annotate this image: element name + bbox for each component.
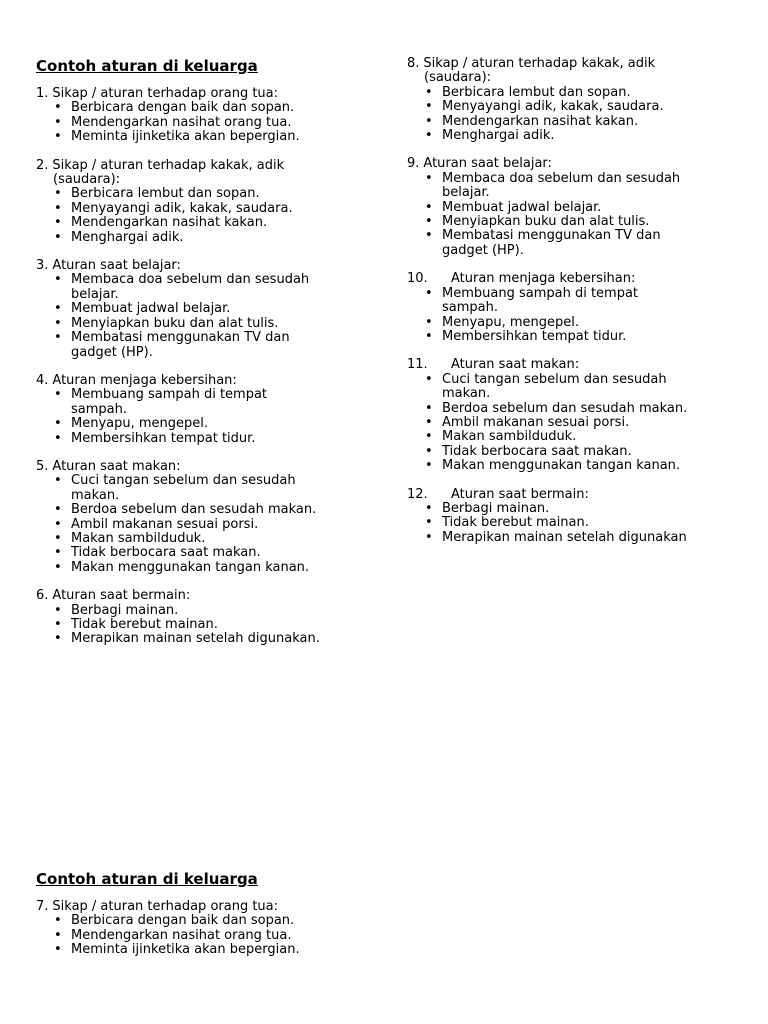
section-number: 3. <box>36 258 49 274</box>
bullet-item-line: gadget (HP). <box>442 242 524 258</box>
bullet-item <box>36 187 396 201</box>
section-number: 8. <box>407 56 420 71</box>
bullet-item-line: • Berbicara dengan baik dan sopan. <box>71 100 295 116</box>
document-title-repeat: Contoh aturan di keluarga <box>36 870 258 888</box>
section-heading-text: Aturan menjaga kebersihan: <box>52 372 237 388</box>
section-number: 6. <box>36 588 49 604</box>
rule-section <box>36 374 396 446</box>
bullet-item-line: • Ambil makanan sesuai porsi. <box>442 414 630 430</box>
bullet-item-line: • Menghargai adik. <box>71 229 184 245</box>
bullet-item <box>407 229 757 258</box>
bullet-list <box>36 273 396 359</box>
bullet-item <box>36 331 396 360</box>
section-number: 5. <box>36 458 49 474</box>
bullet-item <box>407 502 757 516</box>
bullet-list <box>36 474 396 575</box>
section-number: 7. <box>36 899 49 914</box>
bullet-item-line: • Menghargai adik. <box>442 128 555 144</box>
section-heading-text: Sikap / aturan terhadap kakak, adik <box>52 157 285 173</box>
bullet-item-line: • Makan menggunakan tangan kanan. <box>71 559 310 575</box>
bullet-item <box>407 172 757 201</box>
bullet-item-line: • Makan sambilduduk. <box>71 530 206 546</box>
bullet-item-line: • Tidak berbocara saat makan. <box>442 443 632 459</box>
section-heading <box>407 157 757 171</box>
bullet-list <box>36 187 396 245</box>
bullet-item <box>407 86 757 100</box>
bullet-item <box>36 604 396 618</box>
bullet-item-line: • Menyapu, mengepel. <box>71 416 209 432</box>
bullet-item <box>36 116 396 130</box>
section-heading-text: Aturan saat bermain: <box>451 486 589 502</box>
bullet-item-line: • Meminta ijinketika akan bepergian. <box>71 129 300 145</box>
rule-section <box>36 589 396 647</box>
section-heading <box>36 87 396 101</box>
left-sections <box>36 87 396 647</box>
bullet-item <box>407 402 757 416</box>
section-heading-text: Aturan saat belajar: <box>52 258 181 274</box>
bullet-item-line: • Mendengarkan nasihat orang tua. <box>71 114 292 130</box>
bullet-item-line: • Mendengarkan nasihat kakan. <box>71 215 268 231</box>
rule-section <box>36 900 396 958</box>
bullet-item-line: • Tidak berebut mainan. <box>442 515 589 531</box>
bullet-item-line: • Membaca doa sebelum dan sesudah <box>442 170 681 186</box>
bullet-item <box>36 503 396 517</box>
bullet-item <box>36 417 396 431</box>
bullet-item-line: sampah. <box>442 300 498 316</box>
bullet-item-line: • Mendengarkan nasihat kakan. <box>442 113 639 129</box>
bullet-item-line: • Menyayangi adik, kakak, saudara. <box>442 99 664 115</box>
bullet-item-line: • Berdoa sebelum dan sesudah makan. <box>442 400 688 416</box>
section-heading-text: Sikap / aturan terhadap kakak, adik <box>423 56 656 71</box>
bullet-item-line: • Tidak berebut mainan. <box>71 617 218 632</box>
section-heading-continuation: (saudara): <box>53 172 121 188</box>
right-column <box>407 57 757 559</box>
bullet-item <box>407 373 757 402</box>
section-heading <box>407 57 757 71</box>
bottom-block <box>36 870 396 972</box>
section-heading-text: Sikap / aturan terhadap orang tua: <box>52 86 279 101</box>
bullet-item <box>36 216 396 230</box>
bullet-item <box>407 316 757 330</box>
bullet-item-line: • Membuang sampah di tempat <box>71 387 268 403</box>
section-heading <box>36 460 396 474</box>
rule-section <box>36 159 396 245</box>
bullet-item <box>407 516 757 530</box>
bullet-item-line: sampah. <box>71 401 127 417</box>
bullet-item-line: gadget (HP). <box>71 344 153 360</box>
bullet-item-line: belajar. <box>71 286 119 302</box>
rule-section <box>407 57 757 143</box>
bullet-item <box>407 531 757 545</box>
bullet-item-line: • Berbagi mainan. <box>442 500 550 516</box>
rule-section <box>36 87 396 145</box>
bullet-item-line: • Mendengarkan nasihat orang tua. <box>71 927 292 943</box>
rule-section <box>407 272 757 344</box>
bullet-list <box>36 914 396 957</box>
bullet-item-line: • Membuang sampah di tempat <box>442 285 639 301</box>
bullet-item <box>36 618 396 632</box>
bullet-item <box>407 201 757 215</box>
section-heading <box>36 259 396 273</box>
bullet-item <box>407 459 757 473</box>
bullet-item-line: makan. <box>442 386 491 402</box>
bullet-item <box>36 388 396 417</box>
bullet-item <box>36 302 396 316</box>
bullet-item-line: belajar. <box>442 185 490 201</box>
bullet-item-line: makan. <box>71 487 120 503</box>
bullet-item-line: • Menyiapkan buku dan alat tulis. <box>442 214 650 230</box>
left-column <box>36 57 396 661</box>
bullet-item <box>36 943 396 957</box>
bullet-item-line: • Membatasi menggunakan TV dan <box>71 330 290 346</box>
bullet-list <box>407 287 757 345</box>
bullet-item-line: • Membatasi menggunakan TV dan <box>442 228 661 244</box>
bullet-item-line: • Berdoa sebelum dan sesudah makan. <box>71 502 317 518</box>
bullet-item <box>36 532 396 546</box>
bullet-item <box>407 416 757 430</box>
bullet-item <box>36 101 396 115</box>
bullet-item-line: • Menyayangi adik, kakak, saudara. <box>71 200 293 216</box>
bullet-item <box>36 518 396 532</box>
bullet-item <box>36 231 396 245</box>
section-number: 2. <box>36 157 49 173</box>
rule-section <box>407 157 757 258</box>
section-heading <box>407 272 757 286</box>
bullet-item <box>36 432 396 446</box>
bullet-item-line: • Merapikan mainan setelah digunakan. <box>71 631 320 647</box>
bullet-item <box>36 561 396 575</box>
bullet-item <box>407 445 757 459</box>
rule-section <box>407 488 757 546</box>
bullet-item <box>407 330 757 344</box>
bullet-item-line: • Cuci tangan sebelum dan sesudah <box>442 371 667 387</box>
bullet-list <box>407 172 757 258</box>
bullet-item <box>36 929 396 943</box>
bullet-item-line: • Berbicara lembut dan sopan. <box>71 186 260 202</box>
rule-section <box>407 358 757 473</box>
bullet-item <box>407 129 757 143</box>
section-heading-text: Aturan saat bermain: <box>52 588 191 604</box>
bullet-list <box>407 86 757 144</box>
bullet-item <box>407 115 757 129</box>
section-number: 10. <box>407 271 428 287</box>
bullet-list <box>36 604 396 647</box>
bullet-item <box>36 130 396 144</box>
bullet-item <box>36 474 396 503</box>
bullet-item-line: • Membaca doa sebelum dan sesudah <box>71 272 310 288</box>
rule-section <box>36 259 396 360</box>
section-heading-text: Aturan saat makan: <box>52 458 181 474</box>
bullet-list <box>36 101 396 144</box>
bullet-item <box>36 273 396 302</box>
bullet-item-line: • Berbicara lembut dan sopan. <box>442 84 631 100</box>
bullet-item-line: • Berbagi mainan. <box>71 602 179 618</box>
rule-section <box>36 460 396 575</box>
bullet-item-line: • Makan sambilduduk. <box>442 429 577 445</box>
bullet-item <box>407 287 757 316</box>
document-title: Contoh aturan di keluarga <box>36 57 258 75</box>
section-number: 1. <box>36 86 49 101</box>
bullet-item-line: • Meminta ijinketika akan bepergian. <box>71 942 300 958</box>
section-heading-text: Aturan saat makan: <box>451 357 580 373</box>
section-heading <box>36 589 396 603</box>
bullet-item-line: • Membuat jadwal belajar. <box>71 301 231 317</box>
section-heading <box>407 358 757 372</box>
section-heading-text: Sikap / aturan terhadap orang tua: <box>52 899 279 914</box>
bullet-item <box>407 100 757 114</box>
bullet-item-line: • Menyapu, mengepel. <box>442 314 580 330</box>
section-heading <box>36 374 396 388</box>
section-heading-continuation: (saudara): <box>424 70 492 86</box>
bullet-item-line: • Makan menggunakan tangan kanan. <box>442 458 681 474</box>
bullet-item-line: • Membersihkan tempat tidur. <box>442 328 627 344</box>
section-number: 9. <box>407 156 420 172</box>
bullet-item-line: • Cuci tangan sebelum dan sesudah <box>71 473 296 489</box>
bullet-list <box>407 373 757 474</box>
bullet-item-line: • Ambil makanan sesuai porsi. <box>71 516 259 532</box>
section-number: 4. <box>36 372 49 388</box>
bullet-item-line: • Membuat jadwal belajar. <box>442 199 602 215</box>
bullet-item-line: • Tidak berbocara saat makan. <box>71 545 261 561</box>
section-heading-text: Aturan saat belajar: <box>423 156 552 172</box>
bullet-item-line: • Berbicara dengan baik dan sopan. <box>71 913 295 929</box>
section-heading <box>407 488 757 502</box>
bullet-item <box>36 632 396 646</box>
bullet-item-line: • Merapikan mainan setelah digunakan <box>442 529 687 545</box>
section-number: 12. <box>407 486 428 502</box>
bullet-list <box>407 502 757 545</box>
bullet-item <box>407 430 757 444</box>
bullet-item-line: • Membersihkan tempat tidur. <box>71 430 256 446</box>
section-heading-text: Aturan menjaga kebersihan: <box>451 271 636 287</box>
right-sections <box>407 57 757 545</box>
bullet-item-line: • Menyiapkan buku dan alat tulis. <box>71 315 279 331</box>
bullet-item <box>36 914 396 928</box>
bottom-sections <box>36 900 396 958</box>
section-number: 11. <box>407 357 428 373</box>
section-heading <box>36 159 396 173</box>
bullet-item <box>36 317 396 331</box>
bullet-item <box>36 546 396 560</box>
bullet-item <box>407 215 757 229</box>
bullet-list <box>36 388 396 446</box>
bullet-item <box>36 202 396 216</box>
section-heading <box>36 900 396 914</box>
